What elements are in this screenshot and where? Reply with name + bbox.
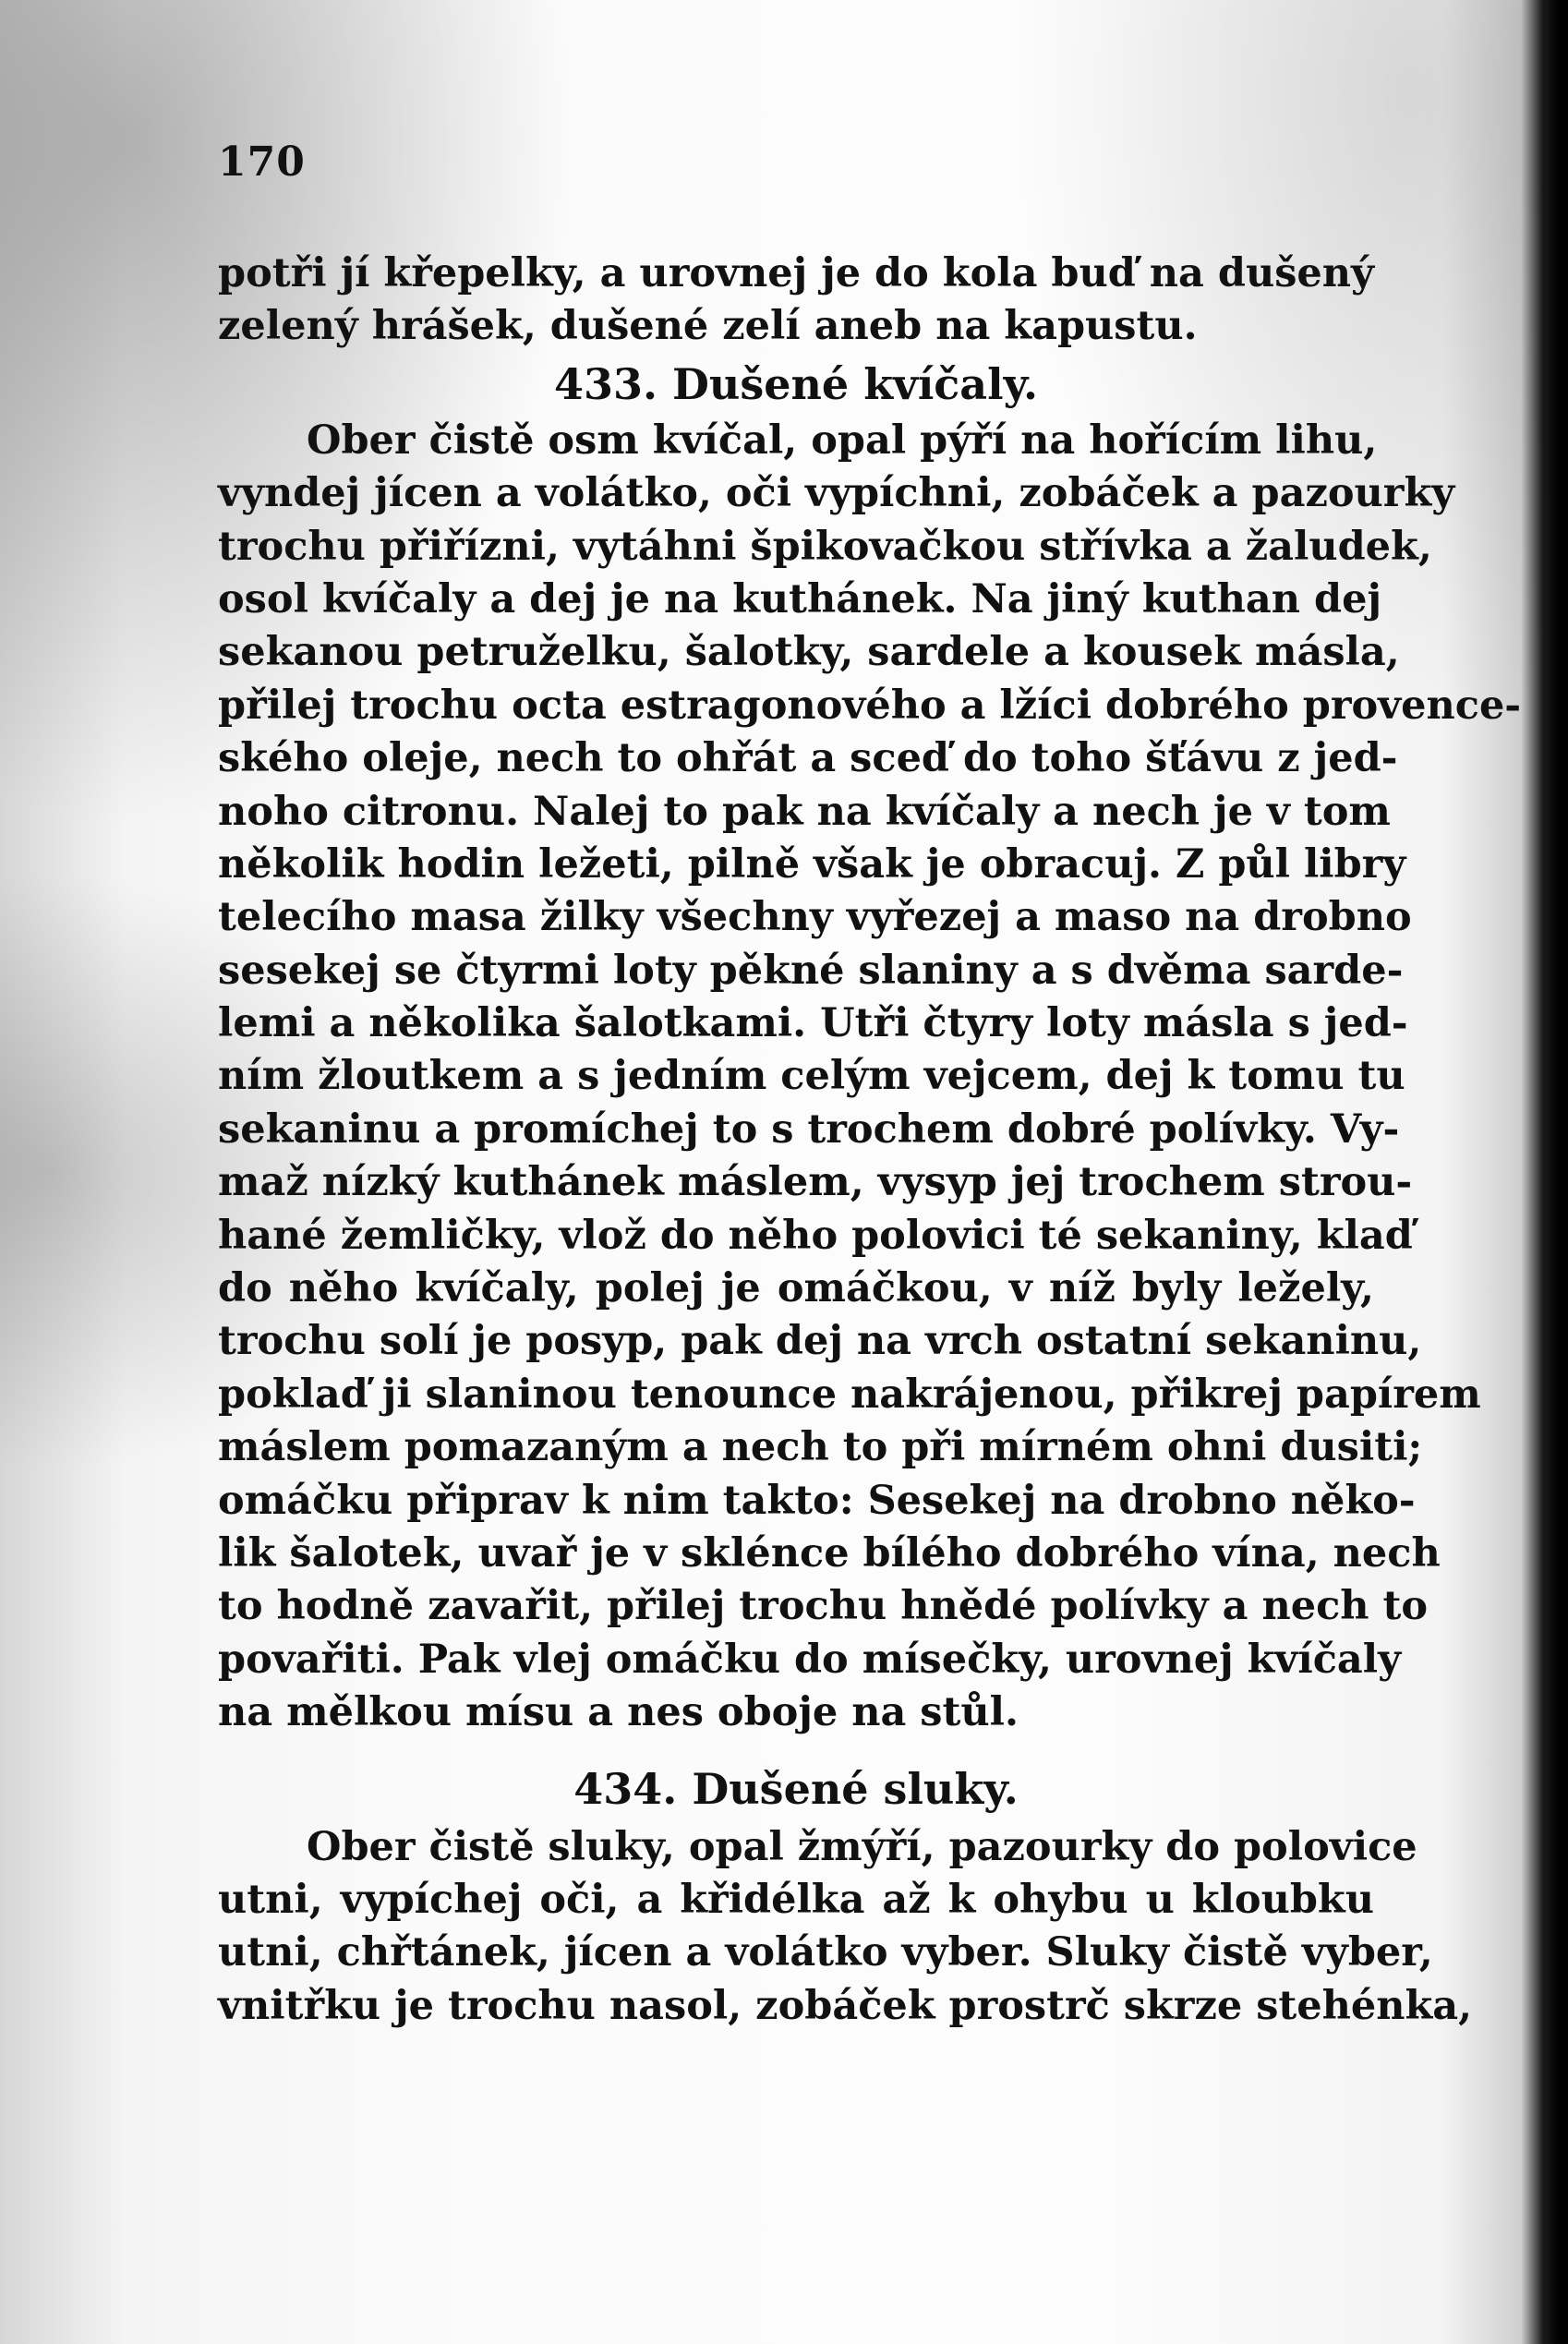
text-line: potři jí křepelky, a urovnej je do kola buď na dušený (218, 250, 1375, 296)
text-line: noho citronu. Nalej to pak na kvíčaly a nech je v tom (218, 788, 1391, 835)
text-line: trochu přiřízni, vytáhni špikovačkou střívka a žaludek, (218, 523, 1432, 570)
page-text (218, 248, 1522, 2033)
text-line: omáčku připrav k nim takto: Sesekej na drobno něko- (218, 1477, 1416, 1524)
text-line: telecího masa žilky všechny vyřezej a maso na drobno (218, 894, 1412, 941)
text-line: trochu solí je posyp, pak dej na vrch ostatní sekaninu, (218, 1318, 1422, 1365)
text-line: sekaninu a promíchej to s trochem dobré polívky. Vy- (218, 1106, 1400, 1153)
text-line: poklaď ji slaninou tenounce nakrájenou, přikrej papírem (218, 1371, 1481, 1418)
text-line: utni, chřtánek, jícen a volátko vyber. Sluky čistě vyber, (218, 1929, 1433, 1976)
text-line: Ober čistě sluky, opal žmýří, pazourky do polovice (307, 1823, 1417, 1870)
section-heading-433: 433. Dušené kvíčaly. (553, 358, 1039, 409)
text-line: máslem pomazaným a nech to při mírném ohni dusiti; (218, 1424, 1423, 1471)
text-line: zelený hrášek, dušené zelí aneb na kapustu. (218, 303, 1198, 350)
text-line: Ober čistě osm kvíčal, opal pýří na hořícím lihu, (307, 417, 1378, 464)
text-line: sekanou petruželku, šalotky, sardele a kousek másla, (218, 629, 1400, 676)
text-line: lemi a několika šalotkami. Utři čtyry loty másla s jed- (218, 1000, 1408, 1047)
text-line: ského oleje, nech to ohřát a sceď do toho šťávu z jed- (218, 735, 1398, 782)
text-line: na mělkou mísu a nes oboje na stůl. (218, 1689, 1019, 1736)
text-line: osol kvíčaly a dej je na kuthánek. Na jiný kuthan dej (218, 575, 1381, 622)
text-line: povařiti. Pak vlej omáčku do mísečky, urovnej kvíčaly (218, 1636, 1402, 1683)
text-line: vyndej jícen a volátko, oči vypíchni, zobáček a pazourky (218, 470, 1455, 517)
text-line: přilej trochu octa estragonového a lžíci dobrého provence- (218, 682, 1522, 729)
section-heading-434: 434. Dušené sluky. (573, 1763, 1019, 1814)
text-line: do něho kvíčaly, polej je omáčkou, v níž byly ležely, (218, 1265, 1374, 1312)
text-line: vnitřku je trochu nasol, zobáček prostrč skrze stehénka, (218, 1982, 1473, 2029)
page-number: 170 (218, 139, 306, 186)
text-line: ním žloutkem a s jedním celým vejcem, dej k tomu tu (218, 1053, 1405, 1100)
page-edge-shadow (1548, 0, 1568, 2344)
text-line: utni, vypíchej oči, a křidélka až k ohybu u kloubku (218, 1876, 1374, 1923)
text-line: několik hodin ležeti, pilně však je obracuj. Z půl libry (218, 840, 1406, 888)
text-line: to hodně zavařit, přilej trochu hnědé polívky a nech to (218, 1583, 1429, 1630)
text-line: hané žemličky, vlož do něho polovici té sekaniny, klaď (218, 1212, 1413, 1259)
text-line: sesekej se čtyrmi loty pěkné slaniny a s dvěma sarde- (218, 947, 1404, 994)
text-line: maž nízký kuthánek máslem, vysyp jej trochem strou- (218, 1159, 1413, 1206)
text-line: lik šalotek, uvař je v sklénce bílého dobrého vína, nech (218, 1529, 1441, 1577)
